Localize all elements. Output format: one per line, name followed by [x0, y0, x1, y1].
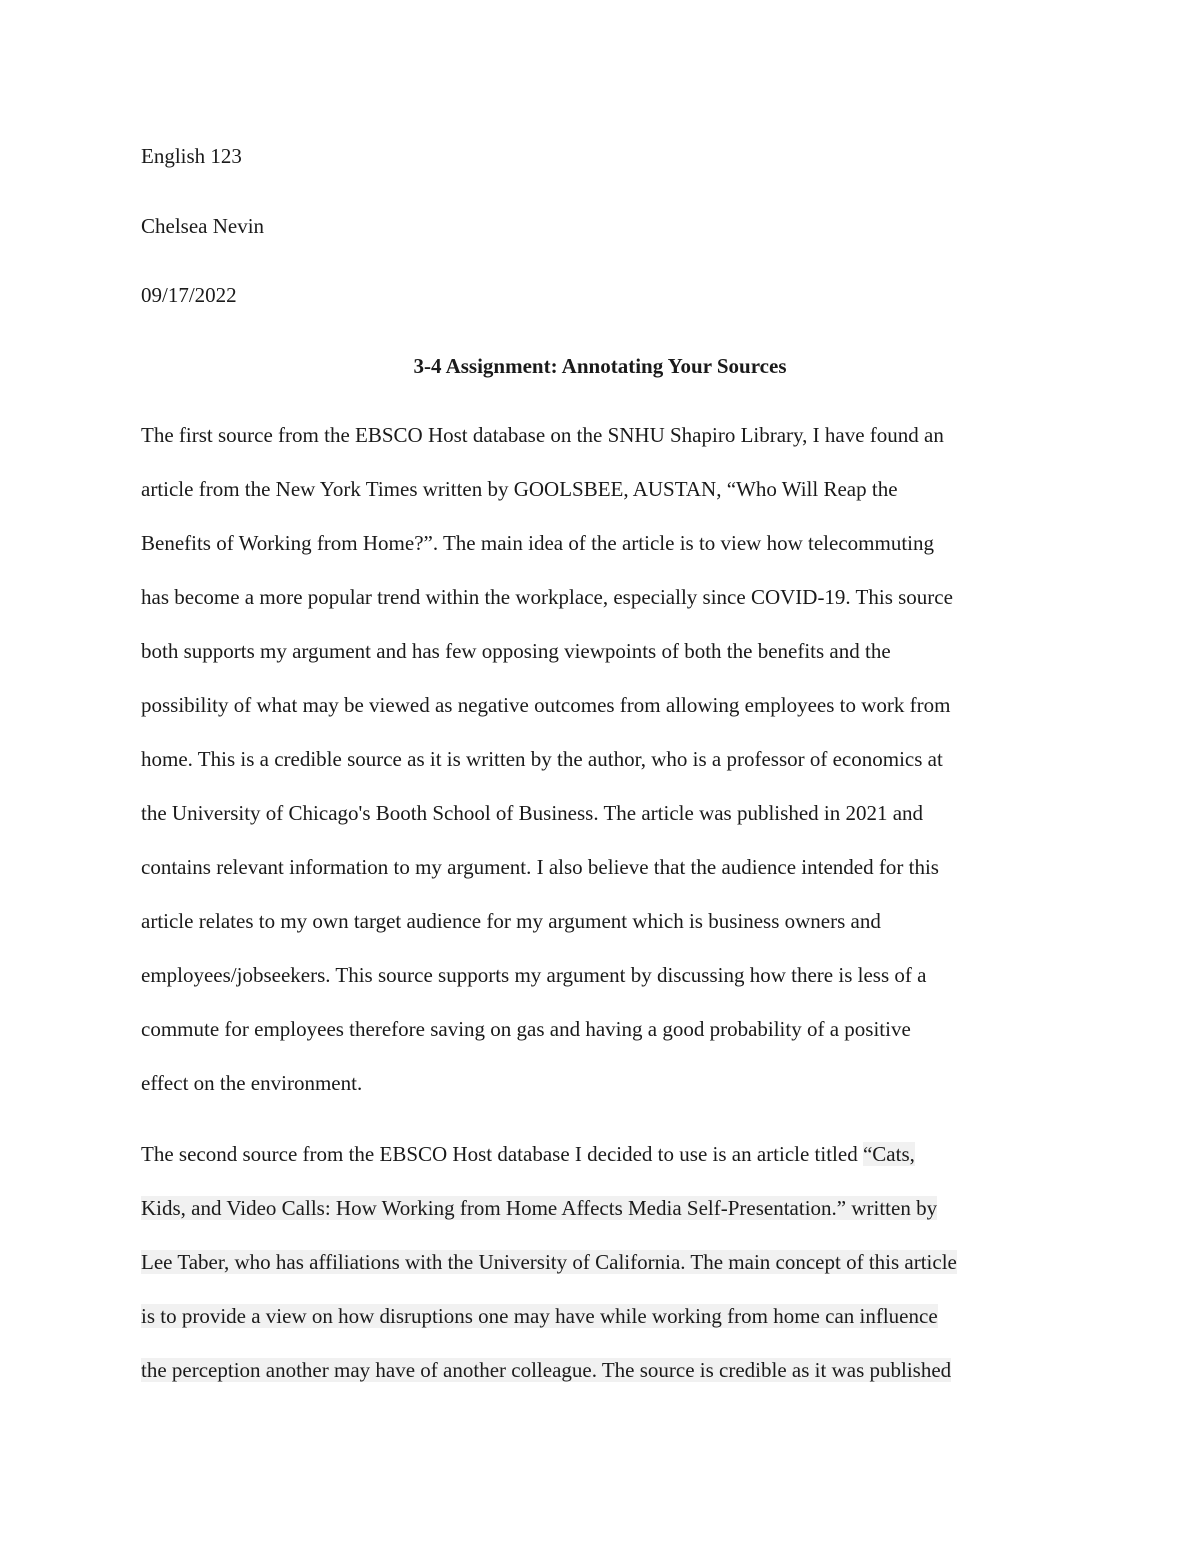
highlighted-text: is to provide a view on how disruptions one may have while working from home can influence	[141, 1304, 938, 1328]
course-line: English 123	[141, 144, 242, 168]
paragraph-line: possibility of what may be viewed as negative outcomes from allowing employees to work from	[141, 693, 951, 717]
paragraph-line	[141, 1360, 951, 1381]
highlighted-text: Lee Taber, who has affiliations with the University of California. The main concept of this article	[141, 1250, 957, 1274]
paragraph-line: effect on the environment.	[141, 1071, 363, 1095]
paragraph-line	[141, 1144, 915, 1165]
paragraph-line	[141, 1198, 937, 1219]
paragraph-line: home. This is a credible source as it is written by the author, who is a professor of economics at	[141, 747, 943, 771]
paragraph-line: contains relevant information to my argument. I also believe that the audience intended for this	[141, 855, 939, 879]
paragraph-line: employees/jobseekers. This source supports my argument by discussing how there is less of a	[141, 963, 927, 987]
paragraph-line: both supports my argument and has few opposing viewpoints of both the benefits and the	[141, 639, 891, 663]
student-name: Chelsea Nevin	[141, 214, 265, 238]
highlighted-text: the perception another may have of another colleague. The source is credible as it was published	[141, 1358, 952, 1382]
paragraph-line: The first source from the EBSCO Host database on the SNHU Shapiro Library, I have found an	[141, 423, 944, 447]
paragraph-line: commute for employees therefore saving on gas and having a good probability of a positive	[141, 1017, 911, 1041]
paragraph-line	[141, 1306, 938, 1327]
paragraph-line: the University of Chicago's Booth School of Business. The article was published in 2021 and	[141, 801, 924, 825]
paragraph-line: Benefits of Working from Home?”. The main idea of the article is to view how telecommuting	[141, 531, 934, 555]
document-title: 3-4 Assignment: Annotating Your Sources	[413, 354, 787, 378]
paragraph-line: article from the New York Times written by GOOLSBEE, AUSTAN, “Who Will Reap the	[141, 477, 898, 501]
paragraph-line: has become a more popular trend within the workplace, especially since COVID-19. This source	[141, 585, 953, 609]
plain-text: The second source from the EBSCO Host database I decided to use is an article titled	[141, 1142, 863, 1166]
highlighted-text: Kids, and Video Calls: How Working from Home Affects Media Self-Presentation.” written by	[141, 1196, 938, 1220]
paragraph-line: article relates to my own target audience for my argument which is business owners and	[141, 909, 881, 933]
highlighted-text: “Cats,	[862, 1142, 915, 1166]
paragraph-line	[141, 1252, 957, 1273]
date-line: 09/17/2022	[141, 283, 237, 307]
